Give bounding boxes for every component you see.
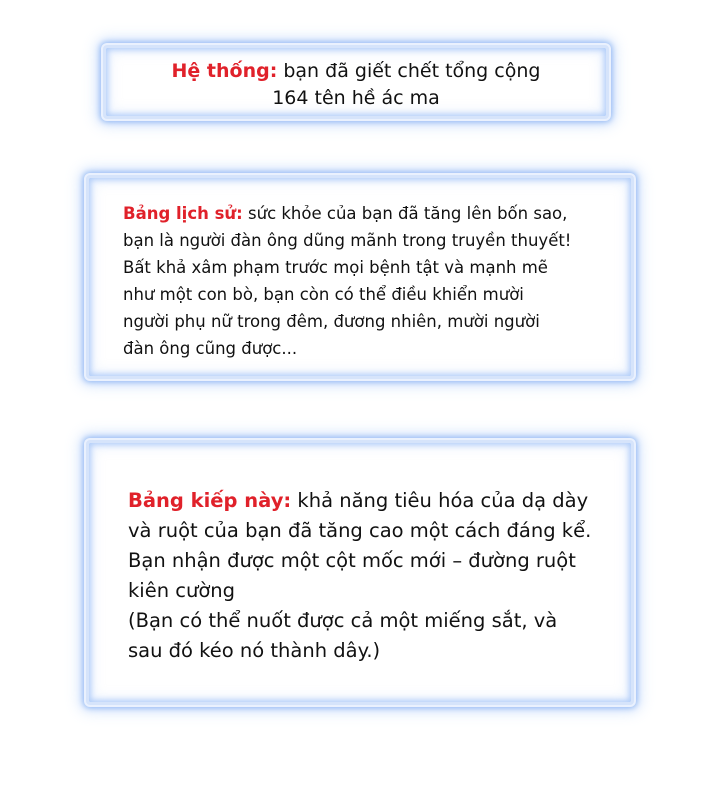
- history-board-box: [86, 175, 634, 379]
- this-life-board-text: [128, 486, 619, 666]
- this-life-board-box: [86, 440, 634, 705]
- history-board-message: sức khỏe của bạn đã tăng lên bốn sao, bạn là người đàn ông dũng mãnh trong truyền thuyết! Bất khả xâm phạm trước mọi bệnh tật và mạnh mẽ như một con bò, bạn còn có thể điều khiển mười người phụ nữ trong đêm, đương nhiên, mười người đàn ông cũng được...: [123, 204, 572, 358]
- history-board-label: Bảng lịch sử:: [123, 204, 243, 223]
- system-notification-text: [106, 58, 606, 112]
- system-label: Hệ thống:: [171, 60, 278, 82]
- this-life-board-label: Bảng kiếp này:: [128, 489, 292, 512]
- history-board-text: [123, 200, 615, 362]
- system-message: bạn đã giết chết tổng cộng 164 tên hề ác ma: [272, 60, 541, 109]
- system-notification-box: [103, 45, 609, 119]
- this-life-board-message: khả năng tiêu hóa của dạ dày và ruột của bạn đã tăng cao một cách đáng kể. Bạn nhận được một cột mốc mới – đường ruột kiên cường (Bạn có thể nuốt được cả một miếng sắt, và sau đó kéo nó thành dây.): [128, 489, 592, 662]
